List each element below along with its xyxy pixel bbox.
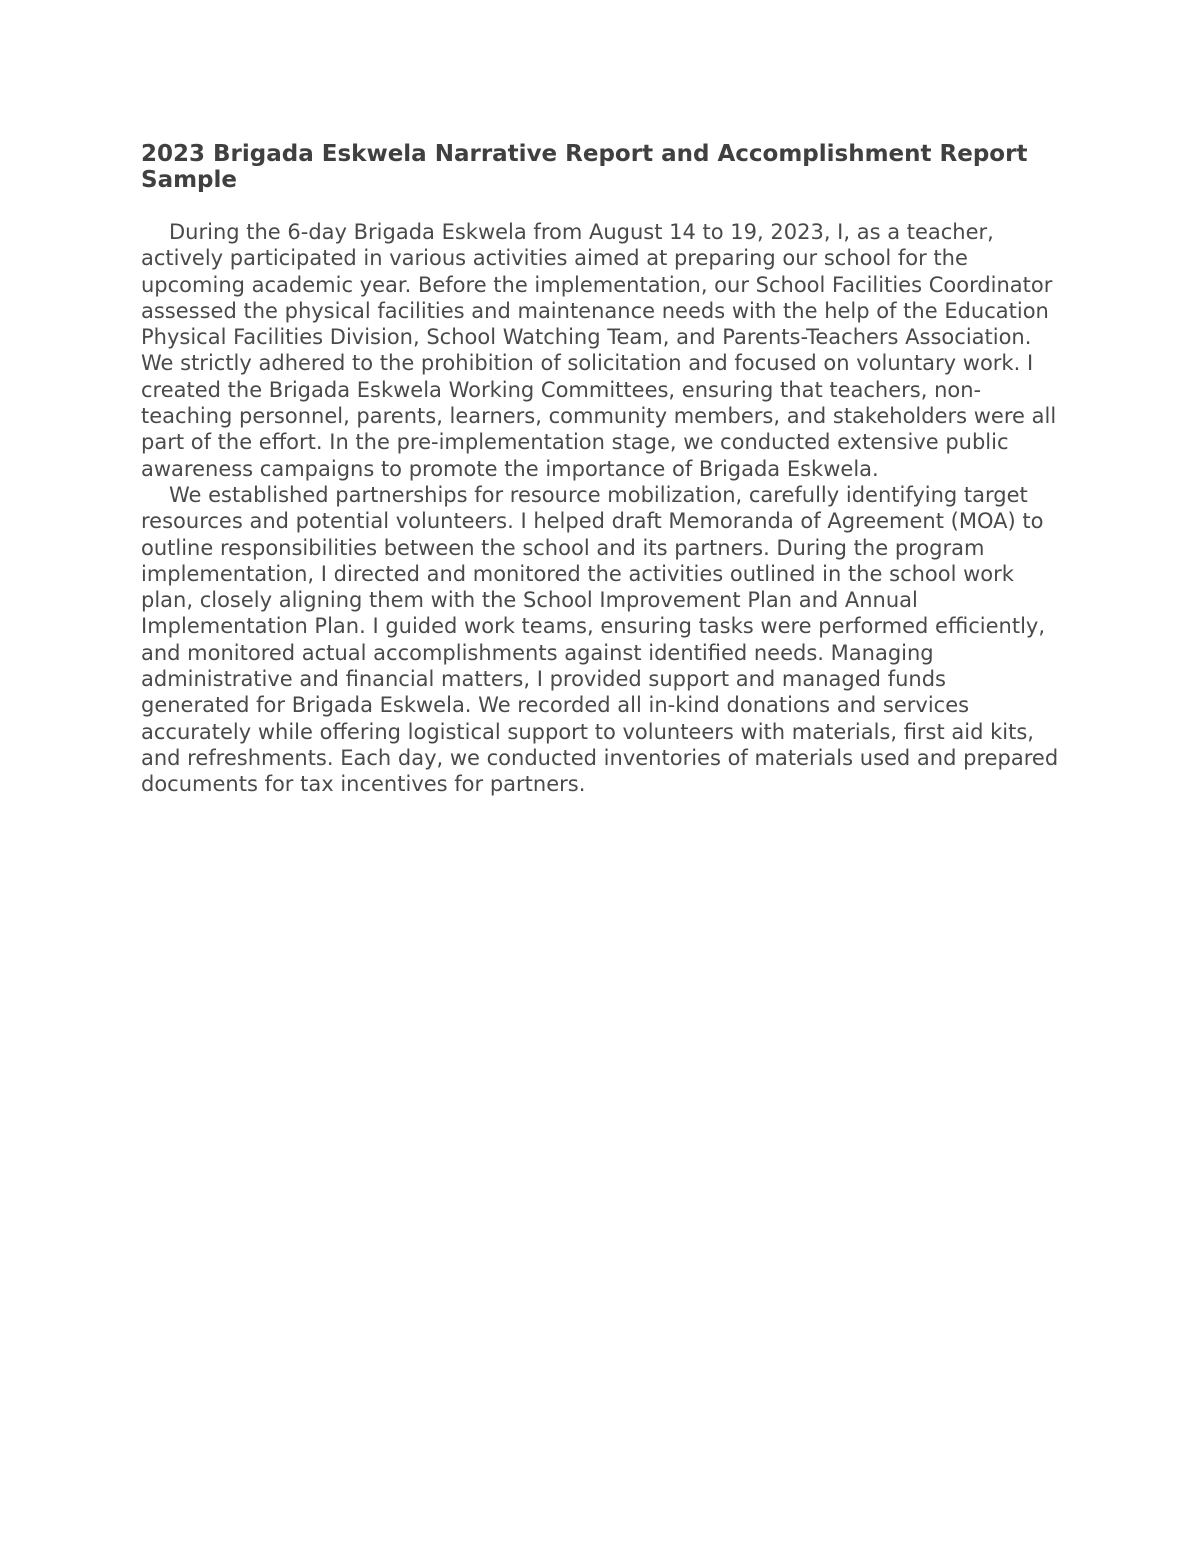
document-content (141, 141, 1061, 798)
body-paragraph-2: We established partnerships for resource mobilization, carefully identifying target resources and potential volunteers. I helped draft Memoranda of Agreement (MOA) to outline responsibilities between the school and its partners. During the program implementation, I directed and monitored the activities outlined in the school work plan, closely aligning them with the School Improvement Plan and Annual Implementation Plan. I guided work teams, ensuring tasks were performed efficiently, and monitored actual accomplishments against identified needs. Managing administrative and financial matters, I provided support and managed funds generated for Brigada Eskwela. We recorded all in-kind donations and services accurately while offering logistical support to volunteers with materials, first aid kits, and refreshments. Each day, we conducted inventories of materials used and prepared documents for tax incentives for partners. (141, 482, 1059, 797)
document-title: 2023 Brigada Eskwela Narrative Report and Accomplishment Report Sample (141, 141, 1028, 193)
body-paragraph-1: During the 6-day Brigada Eskwela from August 14 to 19, 2023, I, as a teacher, actively participated in various activities aimed at preparing our school for the upcoming academic year. Before the implementation, our School Facilities Coordinator assessed the physical facilities and maintenance needs with the help of the Education Physical Facilities Division, School Watching Team, and Parents-Teachers Association. We strictly adhered to the prohibition of solicitation and focused on voluntary work. I created the Brigada Eskwela Working Committees, ensuring that teachers, non-teaching personnel, parents, learners, community members, and stakeholders were all part of the effort. In the pre-implementation stage, we conducted extensive public awareness campaigns to promote the importance of Brigada Eskwela. (141, 220, 1057, 481)
document-body (141, 219, 1061, 798)
